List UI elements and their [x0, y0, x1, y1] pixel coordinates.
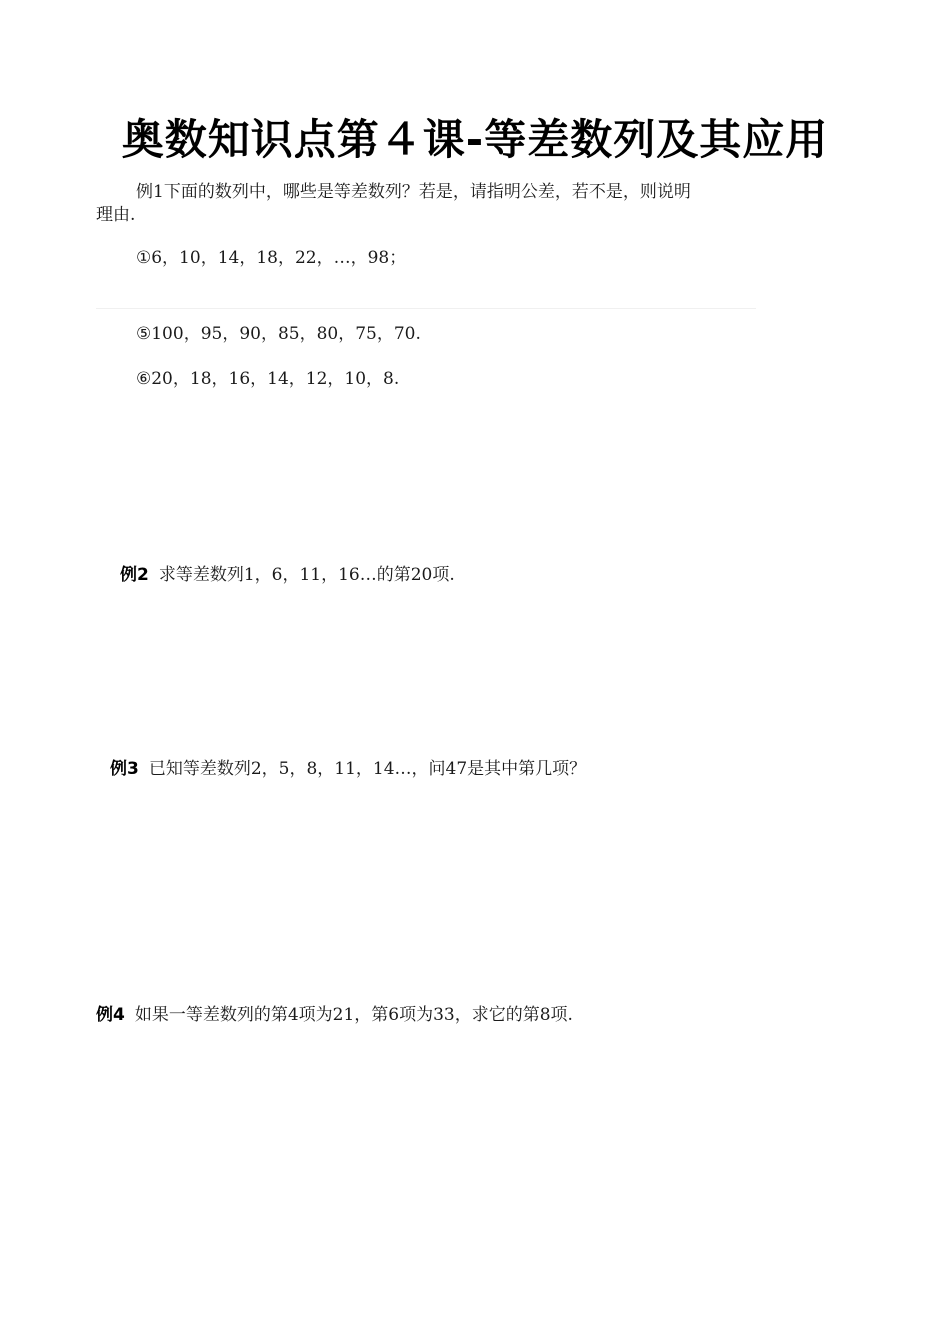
sequence-item-1: ①6，10，14，18，22，…，98；	[136, 248, 407, 268]
example4-text: 如果一等差数列的第4项为21，第6项为33，求它的第8项.	[134, 1005, 573, 1025]
example2	[120, 563, 455, 587]
example3-text: 已知等差数列2，5，8，11，14…，问47是其中第几项？	[148, 759, 587, 779]
sequence-item-6: ⑥20，18，16，14，12，10，8.	[136, 369, 400, 389]
example1-question-line2: 理由.	[96, 205, 136, 225]
example3-label: 例3	[110, 759, 139, 779]
example4-label: 例4	[96, 1005, 125, 1025]
example3	[110, 757, 586, 781]
example1-question-line1: 例1下面的数列中，哪些是等差数列？若是，请指明公差，若不是，则说明	[136, 182, 691, 202]
example2-text: 求等差数列1，6，11，16…的第20项.	[158, 565, 455, 585]
example2-label: 例2	[120, 565, 149, 585]
document-title: 奥数知识点第４课-等差数列及其应用	[121, 115, 829, 164]
divider	[96, 308, 756, 309]
example4	[96, 1003, 573, 1027]
sequence-item-5: ⑤100，95，90，85，80，75，70.	[136, 324, 421, 344]
